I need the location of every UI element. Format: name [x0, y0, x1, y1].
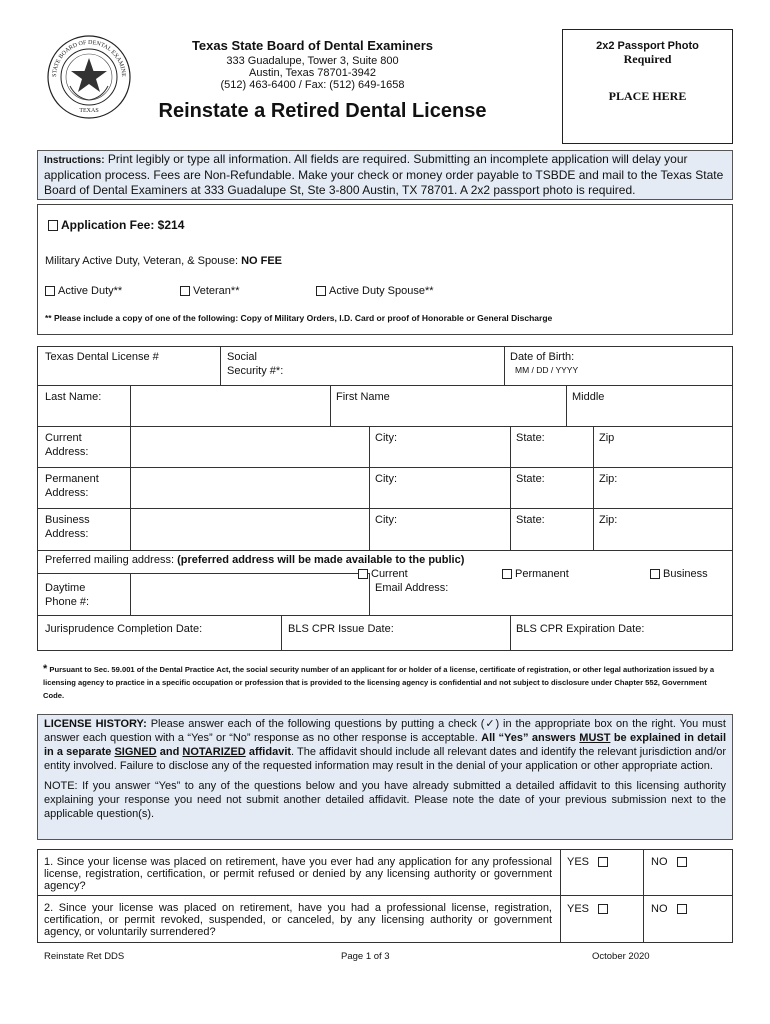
footer-form-code: Reinstate Ret DDS [44, 951, 125, 962]
instructions-label: Instructions: [44, 155, 105, 166]
active-duty-checkbox[interactable] [45, 286, 55, 296]
license-history-box [37, 714, 733, 840]
active-duty-label: Active Duty** [58, 285, 123, 297]
question-1-yes-label: YES [567, 856, 590, 868]
history-affidavit: affidavit [245, 746, 292, 758]
preferred-current-checkbox[interactable] [358, 569, 368, 579]
business-address-label-1: Business [45, 514, 90, 526]
history-intro-text: Please answer each of the following questions by putting a check (✓) in the appropriate box on the right. You must answer each question with a “Yes” or “No” response as no other response is acceptable. [44, 718, 726, 744]
middle-label: Middle [572, 391, 605, 403]
photo-box [562, 29, 733, 144]
preferred-address-line [45, 553, 464, 567]
history-rest: . The affidavit should include all relevant dates and identify the relevant jurisdiction and/or entity involved. Failure to disclose any of the requested information may result in the denial of your application or other appropriate action. [44, 746, 726, 772]
veteran-checkbox[interactable] [180, 286, 190, 296]
application-fee-checkbox[interactable] [48, 220, 58, 231]
jurisprudence-label: Jurisprudence Completion Date: [45, 623, 203, 635]
first-name-label: First Name [336, 391, 390, 403]
seal-text: STATE BOARD OF DENTAL EXAMINE [51, 39, 127, 78]
footnote-star: * [43, 663, 48, 675]
footer-date: October 2020 [592, 951, 650, 962]
history-signed: SIGNED [114, 746, 157, 758]
email-label: Email Address: [375, 582, 449, 594]
question-2-yes-label: YES [567, 903, 590, 915]
photo-label: 2x2 Passport Photo [596, 40, 699, 52]
permanent-address-label-1: Permanent [45, 473, 99, 485]
permanent-address-label-2: Address: [45, 487, 89, 499]
photo-place-here: PLACE HERE [608, 89, 687, 103]
military-label: Military Active Duty, Veteran, & Spouse: [45, 255, 242, 267]
current-zip-label: Zip [599, 432, 615, 444]
history-must: MUST [579, 732, 611, 744]
spouse-checkbox[interactable] [316, 286, 326, 296]
ssn-label-2: Security #*: [227, 365, 284, 377]
preferred-label: Preferred mailing address: [45, 554, 178, 566]
question-2-no-label: NO [651, 903, 668, 915]
question-1-no-label: NO [651, 856, 668, 868]
phone-label-2: Phone #: [45, 596, 90, 608]
military-value: NO FEE [241, 255, 283, 267]
address-line-1: 333 Guadalupe, Tower 3, Suite 800 [226, 55, 399, 67]
current-address-label-1: Current [45, 432, 82, 444]
preferred-business-checkbox[interactable] [650, 569, 660, 579]
last-name-label: Last Name: [45, 391, 102, 403]
business-zip-label: Zip: [599, 514, 618, 526]
application-fee: Application Fee: $214 [61, 218, 185, 232]
board-name: Texas State Board of Dental Examiners [191, 38, 434, 53]
instructions-text: Print legibly or type all information. All fields are required. Submitting an incomplete application will delay your application process. Fees are Non-Refundable. Make your check or money order payable to TSBDE and mail to the Texas State Board of Dental Examiners at 333 Guadalupe St, Ste 3-800 Austin, TX 78701. A 2x2 passport photo is required. [44, 152, 724, 197]
questions-table [37, 849, 733, 943]
preferred-current-label: Current [371, 568, 408, 580]
current-city-label: City: [375, 432, 397, 444]
photo-required: Required [623, 52, 672, 66]
state-seal [46, 34, 132, 120]
fee-section [37, 204, 733, 335]
preferred-permanent-checkbox[interactable] [502, 569, 512, 579]
footer-page: Page 1 of 3 [341, 951, 390, 962]
history-intro [44, 717, 726, 773]
phone-label-1: Daytime [45, 582, 86, 594]
question-2-text: 2. Since your license was placed on retirement, have you had a professional license, registration, certification, or permit revoked, suspended, or canceled, by any licensing authority or government agency, or voluntarily surrendered? [44, 902, 552, 938]
applicant-info-grid [37, 346, 733, 651]
ssn-footnote [43, 663, 723, 702]
military-line [45, 255, 282, 267]
question-2-yes-checkbox[interactable] [598, 904, 608, 914]
ssn-label-1: Social [227, 351, 257, 363]
question-1-no-checkbox[interactable] [677, 857, 687, 867]
license-number-label: Texas Dental License # [45, 351, 159, 363]
dob-format: MM / DD / YYYY [515, 365, 579, 375]
history-note: NOTE: If you answer “Yes” to any of the questions below and you have already submitted a detailed affidavit to this licensing authority explaining your response you need not submit another detailed affidavit. Please note the date of your previous submission next to the applicable question(s). [44, 780, 726, 820]
bls-issue-label: BLS CPR Issue Date: [288, 623, 394, 635]
preferred-note: (preferred address will be made available to the public) [177, 554, 465, 566]
military-note: ** Please include a copy of one of the following: Copy of Military Orders, I.D. Card or proof of Honorable or General Discharge [45, 313, 553, 323]
permanent-state-label: State: [516, 473, 545, 485]
business-city-label: City: [375, 514, 397, 526]
instructions-box [37, 150, 733, 200]
current-address-label-2: Address: [45, 446, 89, 458]
form-title: Reinstate a Retired Dental License [158, 100, 487, 122]
question-2-no-checkbox[interactable] [677, 904, 687, 914]
question-1-text: 1. Since your license was placed on retirement, have you ever had any application for any professional license, registration, certification, or permit refused or denied by any licensing authority or government agency? [44, 856, 552, 892]
history-notarized: NOTARIZED [182, 746, 246, 758]
permanent-zip-label: Zip: [599, 473, 618, 485]
history-all-yes: All “Yes” answers [481, 732, 580, 744]
phone-fax: (512) 463-6400 / Fax: (512) 649-1658 [220, 79, 405, 91]
permanent-city-label: City: [375, 473, 397, 485]
question-1-yes-checkbox[interactable] [598, 857, 608, 867]
history-explained: be explained in detail in a separate [44, 732, 727, 758]
bls-expiration-label: BLS CPR Expiration Date: [516, 623, 645, 635]
business-address-label-2: Address: [45, 528, 89, 540]
footnote-text: Pursuant to Sec. 59.001 of the Dental Practice Act, the social security number of an applicant for or holder of a license, certificate of registration, or other legal authorization issued by a licensing agency to practice in a specific occupation or profession that is provided to the licensing agency is confidential and not subject to disclosure under Chapter 552, Government Code. [43, 665, 715, 700]
preferred-permanent-label: Permanent [515, 568, 569, 580]
spouse-label: Active Duty Spouse** [329, 285, 434, 297]
seal-text-bottom: TEXAS [79, 108, 99, 114]
current-state-label: State: [516, 432, 545, 444]
history-and: and [156, 746, 183, 758]
address-line-2: Austin, Texas 78701-3942 [249, 67, 376, 79]
dob-label: Date of Birth: [510, 351, 575, 363]
veteran-label: Veteran** [193, 285, 240, 297]
preferred-business-label: Business [663, 568, 708, 580]
business-state-label: State: [516, 514, 545, 526]
history-heading: LICENSE HISTORY: [44, 718, 147, 730]
